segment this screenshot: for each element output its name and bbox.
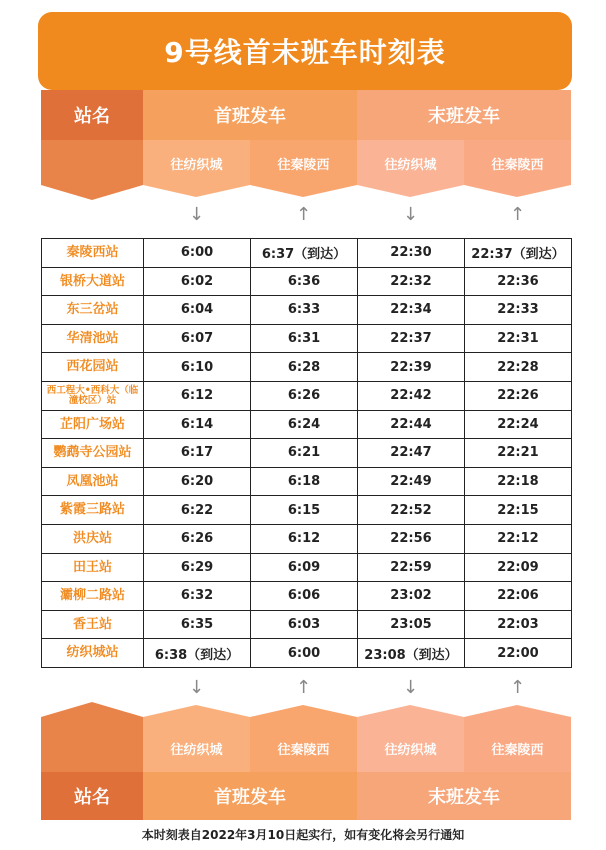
last-to-fangzhicheng-cell: 22:56	[358, 524, 465, 553]
direction-first-to-qinlingxi-bottom: 往秦陵西	[277, 743, 330, 758]
station-name-cell: 芷阳广场站	[42, 410, 144, 439]
arrow-up-icon: ↑	[295, 677, 312, 698]
last-to-qinlingxi-cell: 22:12	[465, 524, 572, 553]
table-row	[42, 496, 572, 525]
first-to-qinlingxi-cell: 6:12	[251, 524, 358, 553]
first-to-fangzhicheng-cell: 6:10	[144, 353, 251, 382]
station-column-footer: 站名	[41, 772, 143, 820]
first-to-qinlingxi-cell: 6:31	[251, 324, 358, 353]
first-to-fangzhicheng-cell: 6:20	[144, 467, 251, 496]
table-row	[42, 353, 572, 382]
last-to-fangzhicheng-cell: 22:37	[358, 324, 465, 353]
last-train-footer: 末班发车	[357, 772, 571, 820]
direction-last-to-fangzhicheng-bottom: 往纺织城	[384, 743, 437, 758]
last-to-fangzhicheng-cell: 22:32	[358, 267, 465, 296]
table-row	[42, 553, 572, 582]
station-pennant-bottom	[41, 702, 143, 772]
last-to-fangzhicheng-cell: 22:34	[358, 296, 465, 325]
table-row	[42, 410, 572, 439]
first-to-qinlingxi-cell: 6:36	[251, 267, 358, 296]
station-pennant-top	[41, 140, 143, 200]
first-to-fangzhicheng-cell: 6:12	[144, 381, 251, 410]
direction-first-to-qinlingxi: 往秦陵西	[277, 158, 330, 173]
first-to-fangzhicheng-cell: 6:32	[144, 582, 251, 611]
last-to-qinlingxi-cell: 22:18	[465, 467, 572, 496]
station-name-cell: 紫霞三路站	[42, 496, 144, 525]
footnote: 本时刻表自2022年3月10日起实行，如有变化将会另行通知	[141, 828, 465, 842]
station-name-cell: 纺织城站	[42, 639, 144, 668]
station-name-cell: 东三岔站	[42, 296, 144, 325]
table-row	[42, 582, 572, 611]
last-to-fangzhicheng-cell: 22:44	[358, 410, 465, 439]
first-to-qinlingxi-cell: 6:28	[251, 353, 358, 382]
last-to-qinlingxi-cell: 22:37（到达）	[465, 239, 572, 268]
last-train-header: 末班发车	[357, 90, 571, 140]
station-name-cell: 洪庆站	[42, 524, 144, 553]
first-to-qinlingxi-cell: 6:37（到达）	[251, 239, 358, 268]
table-row	[42, 439, 572, 468]
station-name-cell: 田王站	[42, 553, 144, 582]
first-to-qinlingxi-cell: 6:03	[251, 610, 358, 639]
first-train-footer: 首班发车	[143, 772, 357, 820]
station-name-cell: 华清池站	[42, 324, 144, 353]
table-row	[42, 467, 572, 496]
first-to-fangzhicheng-cell: 6:04	[144, 296, 251, 325]
table-row	[42, 639, 572, 668]
last-to-qinlingxi-cell: 22:00	[465, 639, 572, 668]
first-to-qinlingxi-cell: 6:15	[251, 496, 358, 525]
arrow-down-icon: ↓	[188, 677, 205, 698]
last-to-qinlingxi-cell: 22:36	[465, 267, 572, 296]
first-to-qinlingxi-cell: 6:21	[251, 439, 358, 468]
station-name-cell: 凤凰池站	[42, 467, 144, 496]
first-to-qinlingxi-cell: 6:06	[251, 582, 358, 611]
arrow-up-icon: ↑	[509, 204, 526, 225]
last-to-qinlingxi-cell: 22:31	[465, 324, 572, 353]
first-to-fangzhicheng-cell: 6:29	[144, 553, 251, 582]
first-to-fangzhicheng-cell: 6:02	[144, 267, 251, 296]
table-row	[42, 324, 572, 353]
first-to-qinlingxi-cell: 6:24	[251, 410, 358, 439]
last-to-qinlingxi-cell: 22:03	[465, 610, 572, 639]
first-to-qinlingxi-cell: 6:09	[251, 553, 358, 582]
arrow-up-icon: ↑	[295, 204, 312, 225]
last-to-qinlingxi-cell: 22:33	[465, 296, 572, 325]
last-to-qinlingxi-cell: 22:06	[465, 582, 572, 611]
first-to-qinlingxi-cell: 6:18	[251, 467, 358, 496]
table-row	[42, 296, 572, 325]
last-to-fangzhicheng-cell: 22:49	[358, 467, 465, 496]
last-to-fangzhicheng-cell: 22:59	[358, 553, 465, 582]
last-to-qinlingxi-cell: 22:24	[465, 410, 572, 439]
last-to-fangzhicheng-cell: 23:08（到达）	[358, 639, 465, 668]
table-row	[42, 610, 572, 639]
first-to-fangzhicheng-cell: 6:07	[144, 324, 251, 353]
direction-last-to-qinlingxi: 往秦陵西	[491, 158, 544, 173]
direction-first-to-fangzhicheng: 往纺织城	[170, 158, 223, 173]
last-to-qinlingxi-cell: 22:28	[465, 353, 572, 382]
table-row	[42, 239, 572, 268]
table-row	[42, 524, 572, 553]
station-name-cell: 灞柳二路站	[42, 582, 144, 611]
arrow-up-icon: ↑	[509, 677, 526, 698]
first-to-fangzhicheng-cell: 6:00	[144, 239, 251, 268]
first-to-fangzhicheng-cell: 6:38（到达）	[144, 639, 251, 668]
arrow-down-icon: ↓	[402, 677, 419, 698]
last-to-fangzhicheng-cell: 23:02	[358, 582, 465, 611]
first-to-qinlingxi-cell: 6:26	[251, 381, 358, 410]
table-row	[42, 267, 572, 296]
first-to-fangzhicheng-cell: 6:26	[144, 524, 251, 553]
last-to-qinlingxi-cell: 22:15	[465, 496, 572, 525]
last-to-fangzhicheng-cell: 22:30	[358, 239, 465, 268]
last-to-qinlingxi-cell: 22:09	[465, 553, 572, 582]
first-to-qinlingxi-cell: 6:00	[251, 639, 358, 668]
first-train-header: 首班发车	[143, 90, 357, 140]
table-row	[42, 381, 572, 410]
timetable-body	[42, 239, 572, 668]
station-name-cell: 秦陵西站	[42, 239, 144, 268]
arrow-down-icon: ↓	[402, 204, 419, 225]
last-to-fangzhicheng-cell: 22:52	[358, 496, 465, 525]
page-title: 9号线首末班车时刻表	[38, 12, 572, 90]
direction-last-to-qinlingxi-bottom: 往秦陵西	[491, 743, 544, 758]
last-to-fangzhicheng-cell: 22:42	[358, 381, 465, 410]
station-name-cell: 西工程大•西科大（临潼校区）站	[42, 381, 144, 410]
first-to-fangzhicheng-cell: 6:22	[144, 496, 251, 525]
station-column-header: 站名	[41, 90, 143, 140]
last-to-fangzhicheng-cell: 22:47	[358, 439, 465, 468]
station-name-cell: 鹦鹉寺公园站	[42, 439, 144, 468]
last-to-fangzhicheng-cell: 22:39	[358, 353, 465, 382]
last-to-qinlingxi-cell: 22:21	[465, 439, 572, 468]
arrow-down-icon: ↓	[188, 204, 205, 225]
first-to-fangzhicheng-cell: 6:35	[144, 610, 251, 639]
first-to-fangzhicheng-cell: 6:14	[144, 410, 251, 439]
first-to-qinlingxi-cell: 6:33	[251, 296, 358, 325]
last-to-qinlingxi-cell: 22:26	[465, 381, 572, 410]
last-to-fangzhicheng-cell: 23:05	[358, 610, 465, 639]
station-name-cell: 西花园站	[42, 353, 144, 382]
timetable	[41, 238, 572, 668]
direction-last-to-fangzhicheng: 往纺织城	[384, 158, 437, 173]
station-name-cell: 香王站	[42, 610, 144, 639]
station-name-cell: 银桥大道站	[42, 267, 144, 296]
direction-first-to-fangzhicheng-bottom: 往纺织城	[170, 743, 223, 758]
first-to-fangzhicheng-cell: 6:17	[144, 439, 251, 468]
